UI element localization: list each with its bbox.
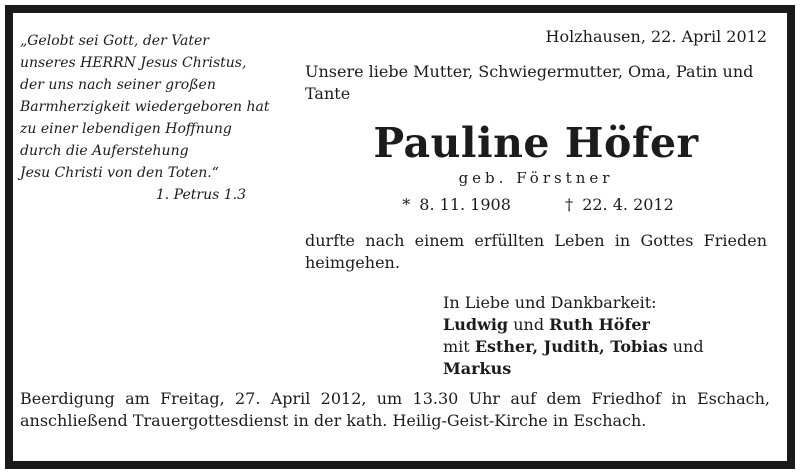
conjunction: mit <box>443 337 470 356</box>
conjunction: und <box>513 315 545 334</box>
mourners-heading: In Liebe und Dankbarkeit: <box>443 293 657 312</box>
mourner-name: Ludwig <box>443 315 509 334</box>
verse-line: Barmherzigkeit wiedergeboren hat <box>20 99 270 115</box>
birth-date: 8. 11. 1908 <box>419 195 511 214</box>
verse-line: durch die Auferstehung <box>20 143 189 159</box>
verse-line: der uns nach seiner großen <box>20 77 216 93</box>
birth-name: geb. Förstner <box>458 169 614 187</box>
funeral-details: Beerdigung am Freitag, 27. April 2012, um 13.30 Uhr auf dem Friedhof in Eschach, anschließend Trauergottesdienst in der kath. Heilig-Geist-Kirche in Eschach. <box>20 389 770 430</box>
deceased-name: Pauline Höfer <box>373 119 699 167</box>
announcement <box>305 26 767 380</box>
mourner-name: Markus <box>443 359 512 378</box>
mourners-line-1 <box>443 314 767 336</box>
verse-line: zu einer lebendigen Hoffnung <box>20 121 232 137</box>
death-symbol: † <box>565 195 574 214</box>
verse-reference: 1. Petrus 1.3 <box>155 187 246 203</box>
birth-symbol: * <box>402 195 411 214</box>
intro-text: Unsere liebe Mutter, Schwiegermutter, Oma, Patin und Tante <box>305 62 754 103</box>
life-dates <box>305 194 767 216</box>
place-date: Holzhausen, 22. April 2012 <box>545 27 767 46</box>
verse-line: „Gelobt sei Gott, der Vater <box>20 33 209 49</box>
conjunction: und <box>672 337 704 356</box>
mourner-name: Ruth Höfer <box>549 315 650 334</box>
closing-text: durfte nach einem erfüllten Leben in Gottes Frieden heimgehen. <box>305 231 767 272</box>
mourners-line-2 <box>443 336 767 380</box>
mourners-block <box>443 292 767 380</box>
bible-verse <box>20 30 282 206</box>
death-date: 22. 4. 2012 <box>582 195 674 214</box>
mourner-names: Esther, Judith, Tobias <box>474 337 668 356</box>
verse-line: unseres HERRN Jesus Christus, <box>20 55 247 71</box>
verse-line: Jesu Christi von den Toten.“ <box>20 165 219 181</box>
